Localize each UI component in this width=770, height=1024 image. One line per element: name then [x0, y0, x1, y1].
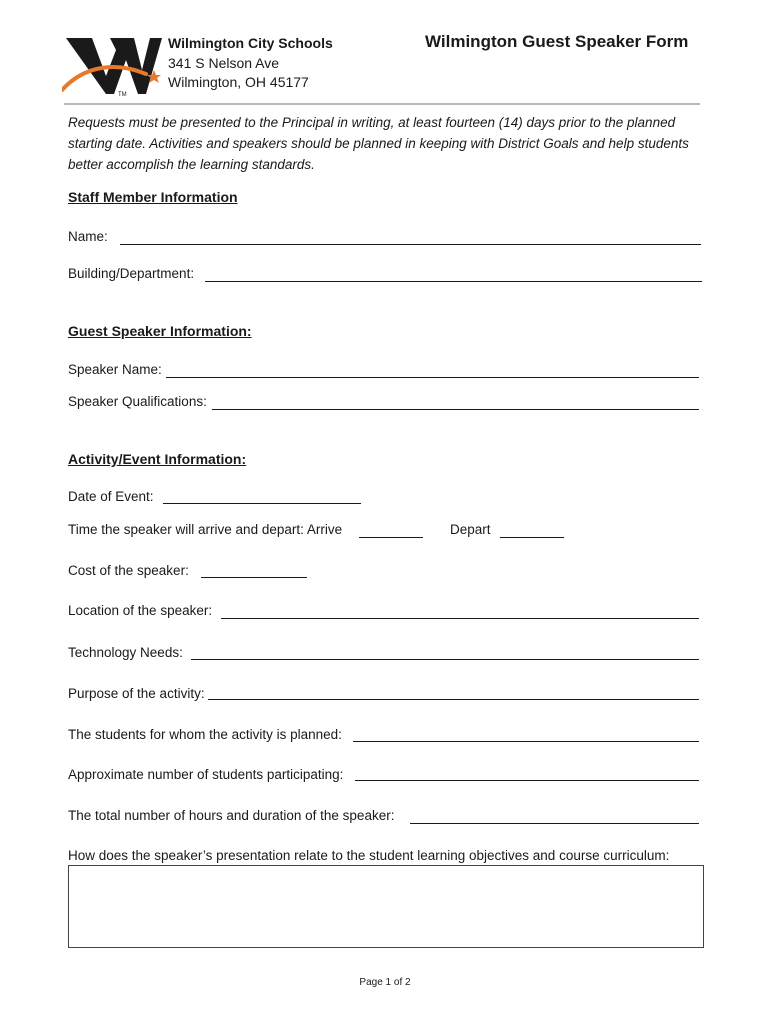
depart-field[interactable] [500, 537, 564, 538]
school-logo [62, 30, 167, 98]
hours-field[interactable] [410, 823, 699, 824]
purpose-field[interactable] [208, 699, 699, 700]
location-field[interactable] [221, 618, 699, 619]
qualifications-field[interactable] [212, 409, 699, 410]
location-label: Location of the speaker: [68, 603, 213, 618]
students-label: The students for whom the activity is planned: [68, 727, 342, 742]
number-label: Approximate number of students participating: [68, 767, 344, 782]
speaker-name-label: Speaker Name: [68, 362, 162, 377]
speaker-name-field[interactable] [166, 377, 699, 378]
number-field[interactable] [355, 780, 699, 781]
arrive-field[interactable] [359, 537, 423, 538]
school-name: Wilmington City Schools [168, 35, 333, 51]
guest-section-heading: Guest Speaker Information: [68, 323, 252, 339]
address-line-2: Wilmington, OH 45177 [168, 74, 309, 90]
page-number: Page 1 of 2 [359, 977, 411, 988]
building-label: Building/Department: [68, 266, 195, 281]
building-field[interactable] [205, 281, 702, 282]
hours-label: The total number of hours and duration of the speaker: [68, 808, 395, 823]
cost-field[interactable] [201, 577, 307, 578]
name-field[interactable] [120, 244, 701, 245]
header-divider [64, 103, 700, 105]
form-title: Wilmington Guest Speaker Form [425, 32, 689, 51]
technology-field[interactable] [191, 659, 699, 660]
intro-text: Requests must be presented to the Principal in writing, at least fourteen (14) days prior to the planned starting date. Activities and speakers should be planned in keeping with District Goals and help students better accomplish the learning standards. [68, 115, 689, 172]
date-field[interactable] [163, 503, 361, 504]
purpose-label: Purpose of the activity: [68, 686, 205, 701]
cost-label: Cost of the speaker: [68, 563, 189, 578]
name-label: Name: [68, 229, 108, 244]
students-field[interactable] [353, 741, 699, 742]
relate-label: How does the speaker’s presentation relate to the student learning objectives and course curriculum: [68, 848, 670, 863]
qualifications-label: Speaker Qualifications: [68, 394, 207, 409]
arrive-label: Time the speaker will arrive and depart: Arrive [68, 522, 343, 537]
technology-label: Technology Needs: [68, 645, 183, 660]
staff-section-heading: Staff Member Information [68, 189, 238, 205]
address-line-1: 341 S Nelson Ave [168, 55, 280, 71]
activity-section-heading: Activity/Event Information: [68, 451, 247, 467]
svg-text:TM: TM [118, 92, 127, 98]
depart-label: Depart [450, 522, 491, 537]
relate-textbox[interactable] [68, 865, 704, 948]
date-label: Date of Event: [68, 489, 154, 504]
